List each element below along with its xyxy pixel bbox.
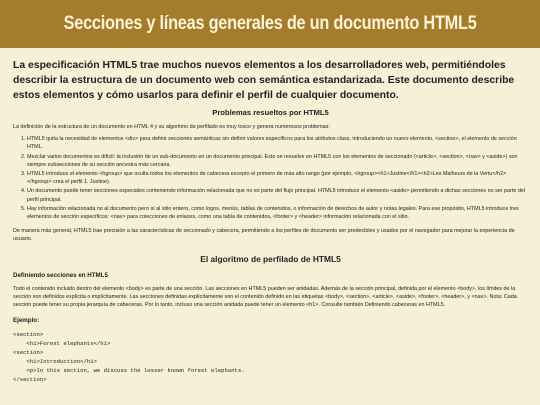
list-item: 4. Un documento puede tener secciones especiales conteniendo información relacionada que no es parte del flujo principal. HTML5 introduce el elemento <aside> permitiendo a dichas secciones no ser parte del perfil principal. (27, 187, 528, 203)
algorithm-heading: El algoritmo de perfilado de HTML5 (200, 253, 341, 264)
code-line: <h1>Forest elephants</h1> (13, 340, 111, 348)
list-item: 5. Hay información relacionada no al documento pero sí al sitio entero, como logos, menús, tablas de contenidos, o información de derechos de autor y notas legales. Para ese propósito, HTML5 introduce tres elementos de sección específicos: <nav> para colecciones de enlaces, como una tabla de contenidos, <footer> y <header> información relacionada con el sitio. (27, 205, 528, 221)
list-item: 2. Mezclar varios documentos es difícil: la inclusión de un sub-documento en un documento principal. Esto se resuelve en HTML5 con los elementos de seccionado (<article>, <section>, <nav> y <aside>) son siempre subsecciones de su sección ancestra más cercana. (27, 153, 528, 169)
code-line: <section> (13, 331, 44, 339)
problems-intro: La definición de la estructura de un documento en HTML 4 y su algoritmo de perfilado es muy tosco y genera numerosos problemas: (13, 124, 330, 130)
page-header (0, 0, 540, 48)
algorithm-subheading: Definiendo secciones en HTML5 (13, 271, 108, 279)
code-block (13, 330, 528, 384)
problems-outro: De manera más general, HTML5 trae precisión a las características de seccionado y cabecera, permitiendo a los perfiles de documento ser predecibles y usados por el navegador para mejorar la experiencia de usuario. (13, 228, 515, 243)
list-item: 1. HTML5 quita la necesidad de elementos <div> para definir secciones semánticas sin definir valores específicos para los atributos class, introduciendo un nuevo elemento, <section>, el elemento de sección HTML. (27, 135, 528, 151)
example-label: Ejemplo: (13, 317, 40, 325)
main-content (0, 48, 540, 384)
intro-paragraph: La especificación HTML5 trae muchos nuevos elementos a los desarrolladores web, permitiéndoles describir la estructura de un documento web con semántica estandarizada. Este documento describe estos elementos y cómo usarlos para definir el perfil de cualquier documento. (13, 60, 515, 101)
code-line: <section> (13, 349, 44, 357)
page-title: Secciones y líneas generales de un documento HTML5 (63, 13, 477, 34)
problems-heading: Problemas resueltos por HTML5 (212, 108, 329, 117)
list-item: 3. HTML5 introduce el elemento <hgroup> que oculta todos los elementos de cabecera excepto el primero de más alto rango (por ejemplo, <hgroup><h1>Justine</h1><h2>Les Malheurs de la Vertu</h2></hgroup> crea el perfil 1. Justine). (27, 170, 528, 186)
code-line: </section> (13, 376, 47, 384)
problems-list (13, 135, 528, 221)
algorithm-paragraph: Todo el contenido incluido dentro del elemento <body> es parte de una sección. Las secciones en HTML5 pueden ser anidadas. Además de la sección principal, definida por el elemento <body>, los límites de la sección son definidos explícita o implícitamente. Las secciones definidas explícitamente son el contenido definido en las etiquetas <body>, <section>, <article>, <aside>, <footer>, <header>, y <nav>. Nota: Cada sección puede tener su propia jerarquía de cabeceras. Por lo tanto, incluso una sección anidada puede tener un elemento <h1>. Consulte también Definiendo cabeceras en HTML5. (13, 285, 517, 309)
code-line: <p>In this section, we discuss the lesser known forest elephants. (13, 367, 245, 375)
code-line: <h1>Introduction</h1> (13, 358, 97, 366)
